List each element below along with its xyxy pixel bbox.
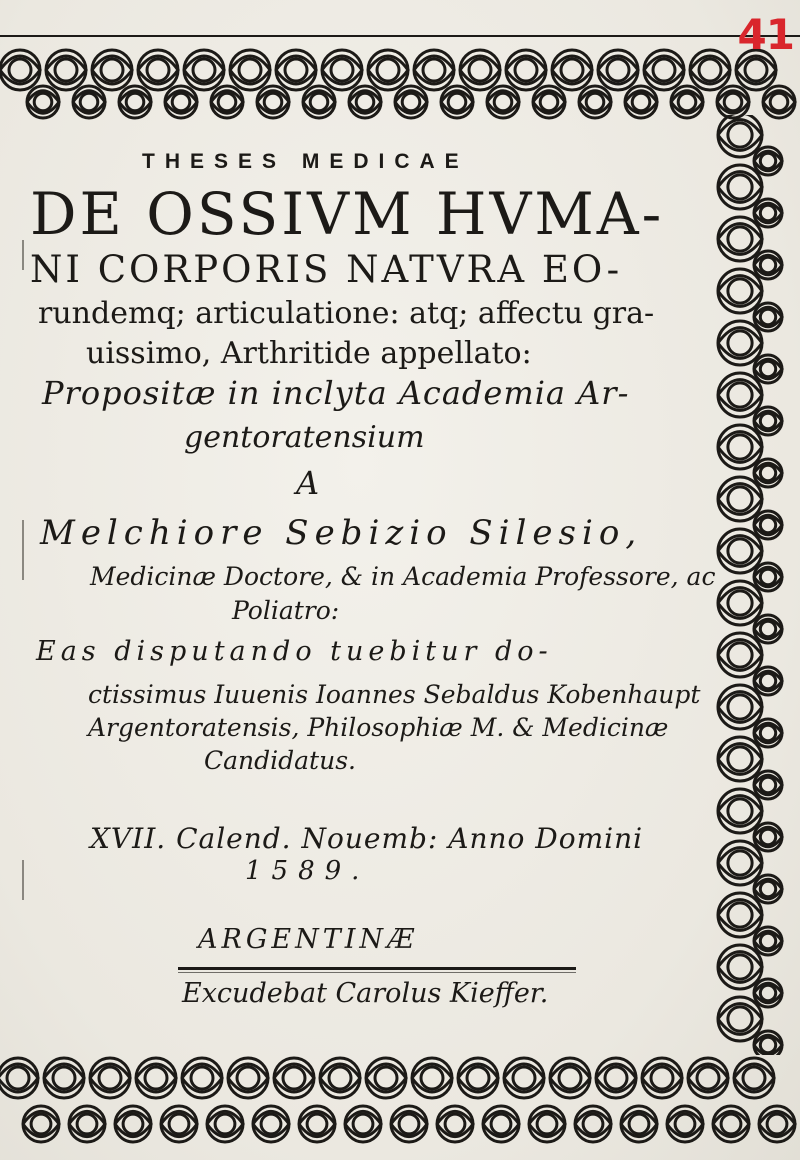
- margin-mark: [22, 520, 24, 580]
- page-number: 41: [737, 10, 794, 59]
- woodcut-border-icon: [0, 0, 800, 130]
- heading-theses: THESES MEDICAE: [142, 150, 469, 173]
- disputant-intro: Eas disputando tuebitur do-: [36, 636, 553, 667]
- printer-line: Excudebat Carolus Kieffer.: [182, 978, 549, 1009]
- top-woodcut-border: [0, 0, 800, 130]
- disputant-line-1: ctissimus Iuuenis Ioannes Sebaldus Kobenhaupt: [88, 680, 701, 709]
- disputant-line-2: Argentoratensis, Philosophiæ M. & Medicinæ: [88, 713, 669, 742]
- disputant-line-3: Candidatus.: [204, 746, 356, 775]
- date-line: XVII. Calend. Nouemb: Anno Domini: [90, 822, 644, 855]
- imprint-rule: [178, 967, 576, 970]
- woodcut-border-icon: [0, 1040, 800, 1160]
- year: 1589.: [245, 856, 370, 886]
- imprint-rule-thin: [178, 972, 576, 973]
- imprint-place: ARGENTINÆ: [198, 924, 419, 955]
- title-line-2: NI CORPORIS NATVRA EO-: [30, 248, 623, 291]
- praeses-name: Melchiore Sebizio Silesio,: [40, 513, 643, 553]
- praeses-role: Poliatro:: [232, 596, 340, 625]
- title-line-1: DE OSSIVM HVMA-: [30, 180, 665, 248]
- bottom-woodcut-border: [0, 1040, 800, 1160]
- subtitle-line-2: uissimo, Arthritide appellato:: [86, 336, 532, 371]
- margin-mark: [22, 860, 24, 900]
- praeses-titles: Medicinæ Doctore, & in Academia Professore, ac: [90, 562, 716, 591]
- subtitle-line-1: rundemq; articulatione: atq; affectu gra-: [38, 296, 655, 331]
- proposition-line-1: Propositæ in inclyta Academia Ar-: [42, 374, 630, 412]
- a-praeside: A: [296, 464, 320, 502]
- margin-mark: [22, 240, 24, 270]
- proposition-line-2: gentoratensium: [184, 420, 425, 455]
